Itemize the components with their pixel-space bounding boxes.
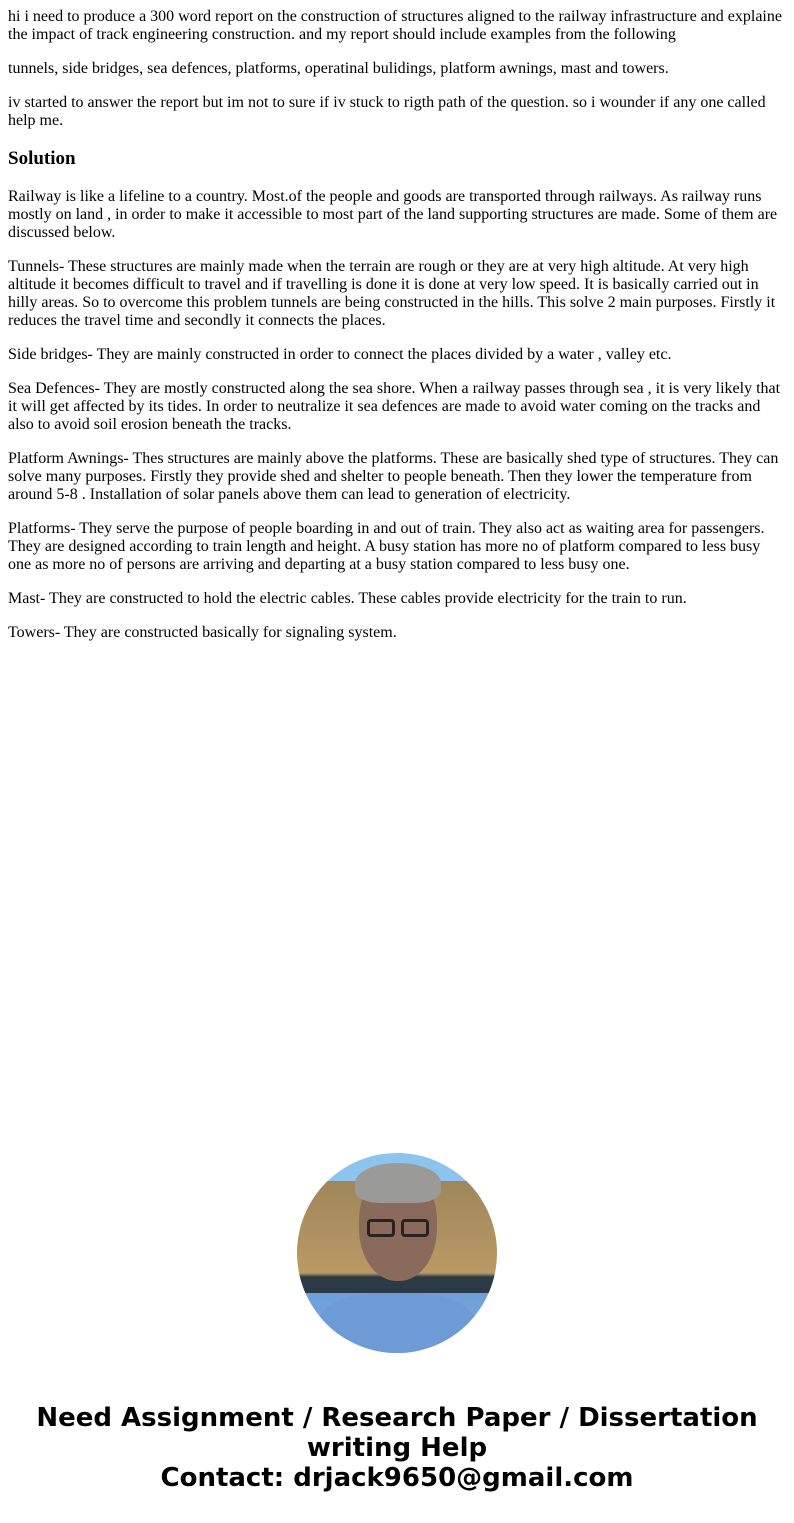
photo-glasses xyxy=(365,1219,431,1239)
document-body xyxy=(0,0,794,642)
solution xyxy=(8,148,786,642)
solution-paragraph: Towers- They are constructed basically for signaling system. xyxy=(8,624,397,641)
solution-paragraph: Side bridges- They are mainly constructed in order to connect the places divided by a water , valley etc. xyxy=(8,346,672,363)
question-paragraph: hi i need to produce a 300 word report on the construction of structures aligned to the railway infrastructure and explaine the impact of track engineering construction. and my report should include examples from the following xyxy=(8,8,782,43)
photo-shirt xyxy=(317,1293,477,1353)
solution-heading: Solution xyxy=(8,148,76,169)
solution-paragraph: Tunnels- These structures are mainly made when the terrain are rough or they are at very high altitude. At very high altitude it becomes difficult to travel and if travelling is done it is done at very low speed. It is basically carried out in hilly areas. So to overcome this problem tunnels are being constructed in the hills. This solve 2 main purposes. Firstly it reduces the travel time and secondly it connects the places. xyxy=(8,258,776,329)
solution-paragraph: Sea Defences- They are mostly constructed along the sea shore. When a railway passes through sea , it is very likely that it will get affected by its tides. In order to neutralize it sea defences are made to avoid water coming on the tracks and also to avoid soil erosion beneath the tracks. xyxy=(8,380,781,433)
solution-paragraph: Platforms- They serve the purpose of people boarding in and out of train. They also act as waiting area for passengers. They are designed according to train length and height. A busy station has more no of platform compared to less busy one as more no of persons are arriving and departing at a busy station compared to less busy one. xyxy=(8,520,765,573)
question-paragraph: tunnels, side bridges, sea defences, platforms, operatinal bulidings, platform awnings, mast and towers. xyxy=(8,60,669,77)
banner-line: writing Help xyxy=(306,1433,488,1463)
contact-email: Contact: drjack9650@gmail.com xyxy=(160,1463,634,1493)
solution-paragraph: Platform Awnings- Thes structures are mainly above the platforms. These are basically shed type of structures. They can solve many purposes. Firstly they provide shed and shelter to people beneath. Then they lower the temperature from around 5-8 . Installation of solar panels above them can lead to generation of electricity. xyxy=(8,450,779,503)
solution-paragraph: Railway is like a lifeline to a country. Most.of the people and goods are transported through railways. As railway runs mostly on land , in order to make it accessible to most part of the land supporting structures are made. Some of them are discussed below. xyxy=(8,188,778,241)
question-paragraph: iv started to answer the report but im not to sure if iv stuck to rigth path of the question. so i wounder if any one called help me. xyxy=(8,94,766,129)
solution-paragraph: Mast- They are constructed to hold the electric cables. These cables provide electricity for the train to run. xyxy=(8,590,687,607)
author-photo xyxy=(297,1153,497,1353)
photo-hair xyxy=(355,1163,441,1203)
question xyxy=(8,8,786,130)
banner-line: Need Assignment / Research Paper / Dissertation xyxy=(36,1403,758,1433)
contact-banner xyxy=(0,1403,794,1493)
